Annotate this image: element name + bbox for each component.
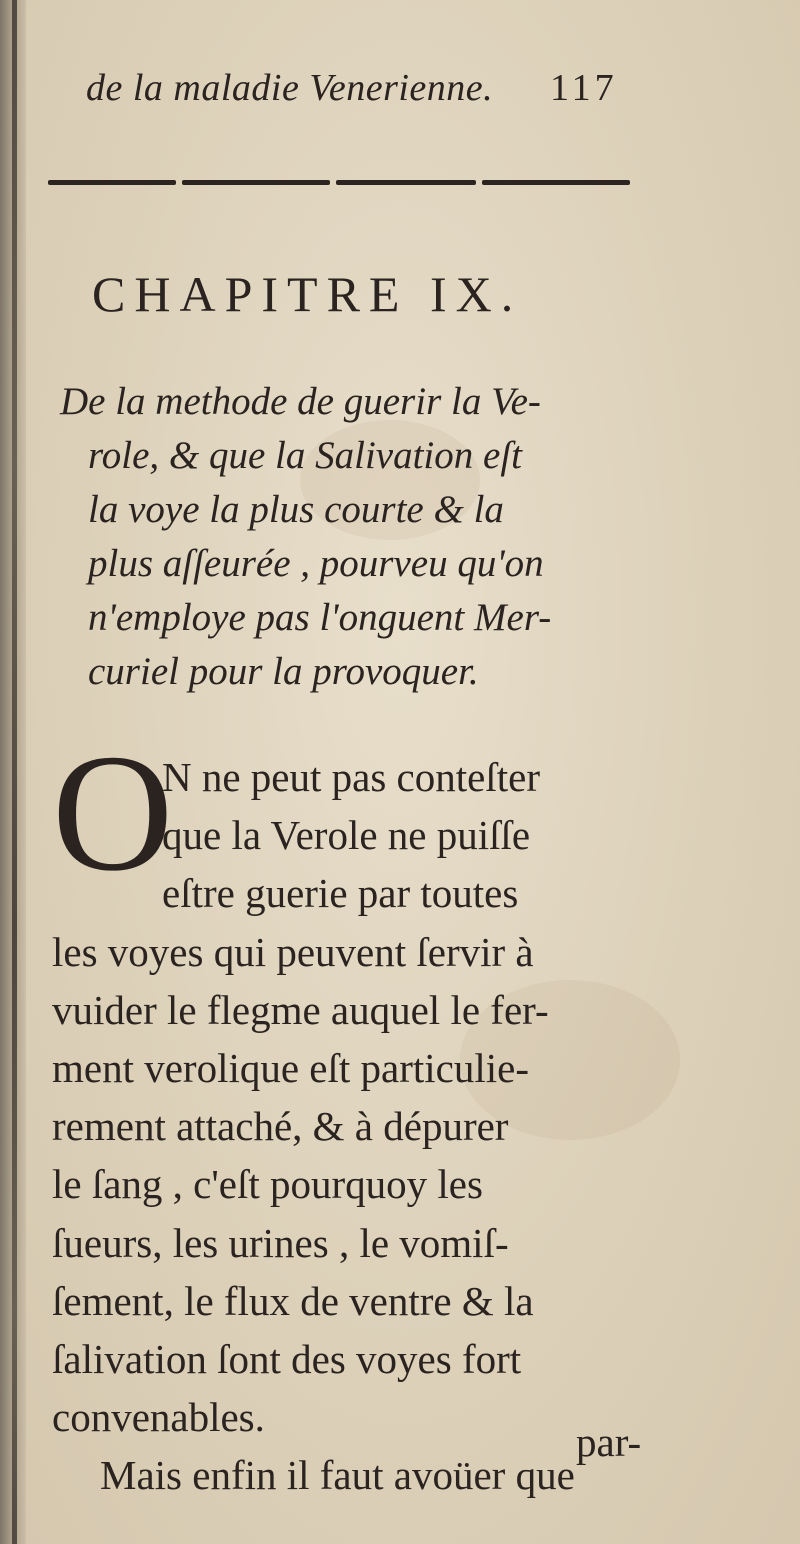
rule-segment <box>336 180 476 185</box>
running-head-title: de la maladie Venerienne. <box>86 67 494 109</box>
running-head <box>86 66 646 122</box>
text-line: que la Verole ne puiſſe <box>162 812 531 859</box>
ornamental-rule <box>48 180 630 186</box>
text-line: ſalivation ſont des voyes fort <box>52 1335 522 1382</box>
chapter-title: CHAPITRE IX. <box>92 266 523 322</box>
text-line: eſtre guerie par toutes <box>162 870 519 917</box>
rule-segment <box>48 180 176 185</box>
rule-segment <box>482 180 630 185</box>
catchword: par- <box>576 1419 642 1465</box>
text-line: rement attaché, & à dépurer <box>52 1103 509 1150</box>
summary-line: curiel pour la provoquer. <box>88 650 479 693</box>
text-line: convenables. <box>52 1394 265 1441</box>
text-line: vuider le flegme auquel le fer- <box>52 986 549 1033</box>
summary-line: role, & que la Salivation eſt <box>88 434 522 477</box>
text-line: les voyes qui peuvent ſervir à <box>52 928 534 975</box>
page-number: 117 <box>550 67 618 109</box>
text-line: ſueurs, les urines , le vomiſ- <box>52 1219 509 1266</box>
summary-line: De la methode de guerir la Ve- <box>60 380 541 423</box>
binding-edge <box>12 0 17 1544</box>
chapter-summary <box>52 375 642 699</box>
text-line: Mais enfin il faut avoüer que <box>100 1452 575 1499</box>
drop-cap: O <box>52 720 174 906</box>
text-line: N ne peut pas conteſter <box>162 754 540 800</box>
rule-segment <box>182 180 330 185</box>
text-line: ment verolique eſt particulie- <box>52 1044 530 1091</box>
body-text <box>52 748 652 1504</box>
text-line: le ſang , c'eſt pourquoy les <box>52 1161 483 1208</box>
summary-line: n'employe pas l'onguent Mer- <box>88 596 552 639</box>
summary-line: plus aſſeurée , pourveu qu'on <box>88 542 544 585</box>
summary-line: la voye la plus courte & la <box>88 488 504 531</box>
text-line: ſement, le flux de ventre & la <box>52 1277 534 1324</box>
